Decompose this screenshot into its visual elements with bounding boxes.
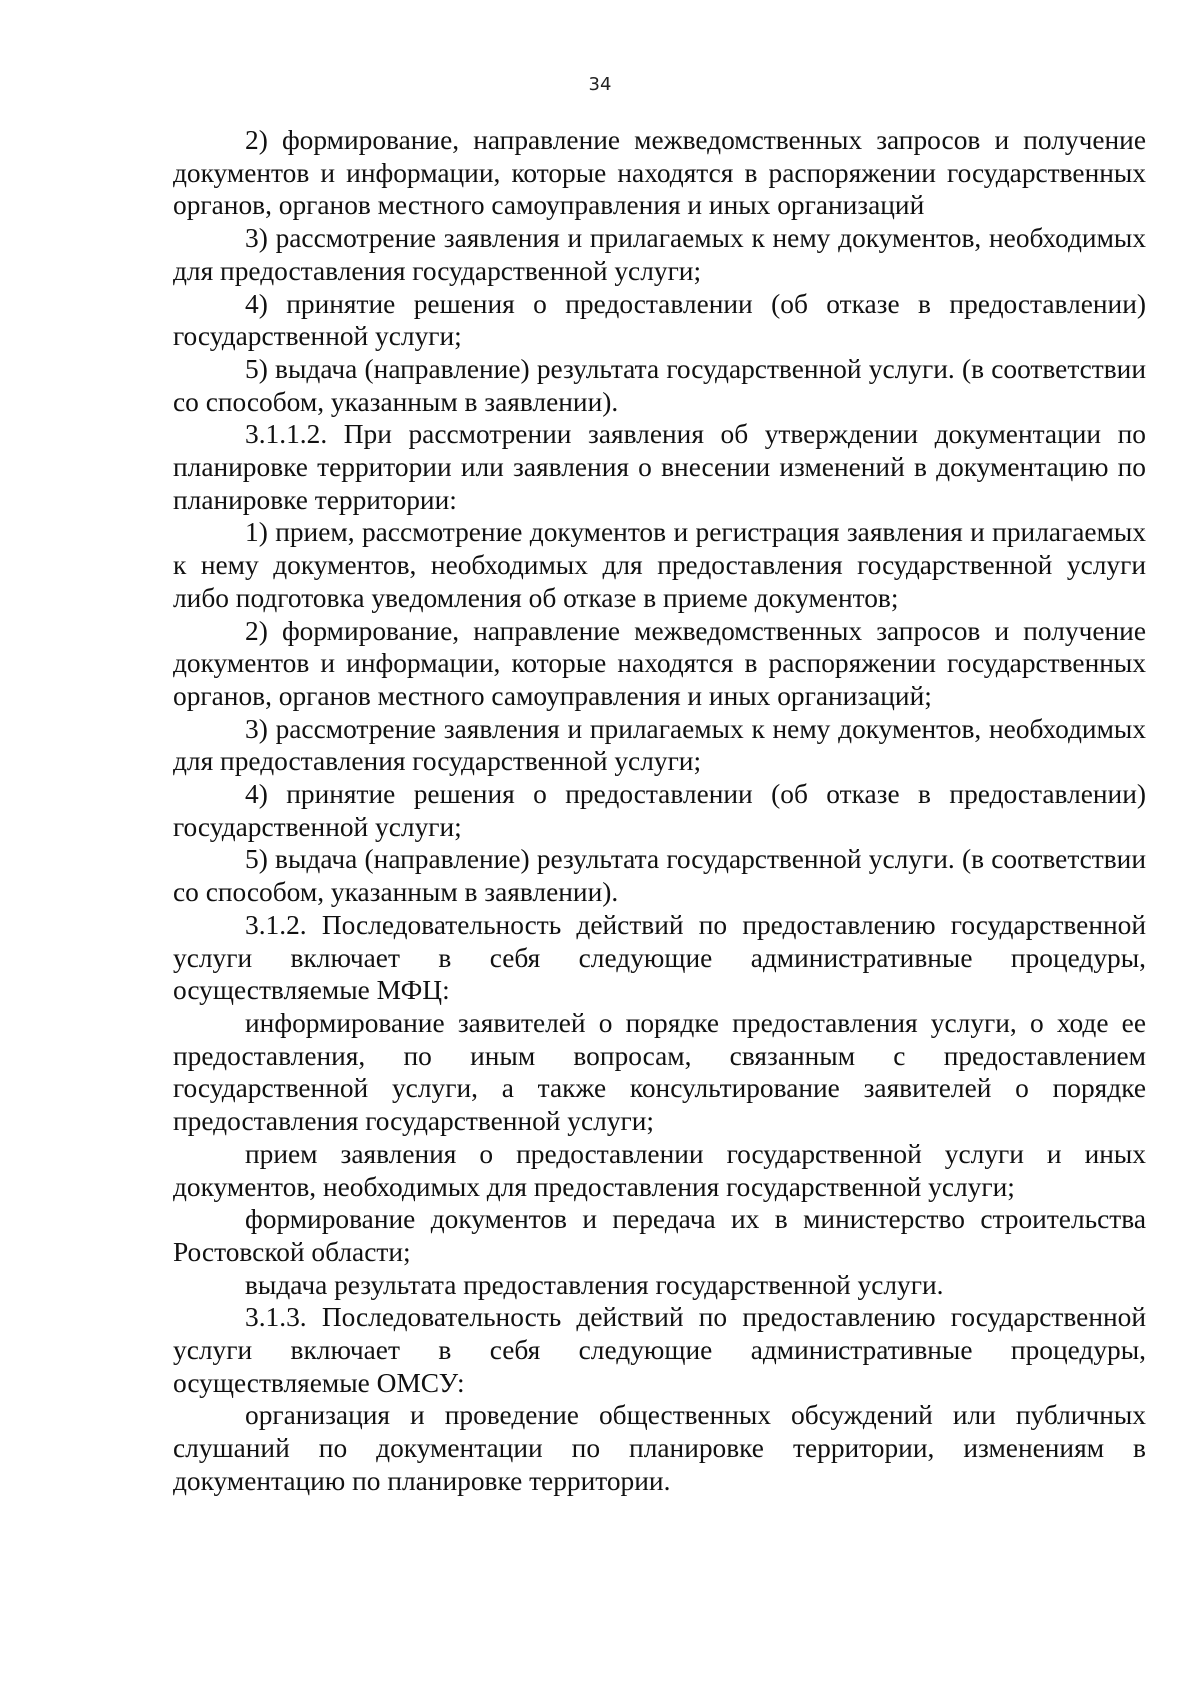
paragraph-section-3-1-2: 3.1.2. Последовательность действий по предоставлению государственной услуги включает в себя следующие административные процедуры, осуществляемые МФЦ: xyxy=(173,909,1146,1006)
page-number: 34 xyxy=(588,74,612,95)
paragraph-omsu-public-hearings: организация и проведение общественных обсуждений или публичных слушаний по документации по планировке территории, изменениям в документацию по планировке территории. xyxy=(173,1400,1146,1496)
paragraph-item-5-issuance: 5) выдача (направление) результата государственной услуги. (в соответствии со способом, указанным в заявлении). xyxy=(173,844,1146,908)
document-body xyxy=(173,124,1146,1498)
paragraph-mfc-issuance: выдача результата предоставления государственной услуги. xyxy=(245,1269,944,1300)
paragraph-item-4-decision: 4) принятие решения о предоставлении (об отказе в предоставлении) государственной услуги; xyxy=(173,779,1146,842)
paragraph-item-2-interagency-requests: 2) формирование, направление межведомственных запросов и получение документов и информации, которые находятся в распоряжении государственных органов, органов местного самоуправления и иных организаций xyxy=(173,125,1146,221)
paragraph-item-3-review-application: 3) рассмотрение заявления и прилагаемых к нему документов, необходимых для предоставления государственной услуги; xyxy=(173,713,1146,777)
paragraph-mfc-forming-documents: формирование документов и передача их в министерство строительства Ростовской области; xyxy=(173,1204,1146,1267)
paragraph-section-3-1-3: 3.1.3. Последовательность действий по предоставлению государственной услуги включает в себя следующие административные процедуры, осуществляемые ОМСУ: xyxy=(173,1302,1146,1398)
paragraph-section-3-1-1-2: 3.1.1.2. При рассмотрении заявления об утверждении документации по планировке территории или заявления о внесении изменений в документацию по планировке территории: xyxy=(173,419,1146,515)
paragraph-mfc-reception: прием заявления о предоставлении государственной услуги и иных документов, необходимых для предоставления государственной услуги; xyxy=(173,1138,1146,1202)
paragraph-item-4-decision: 4) принятие решения о предоставлении (об отказе в предоставлении) государственной услуги; xyxy=(173,288,1146,352)
paragraph-item-2-interagency-requests: 2) формирование, направление межведомственных запросов и получение документов и информации, которые находятся в распоряжении государственных органов, органов местного самоуправления и иных организаций; xyxy=(173,615,1146,711)
paragraph-item-5-issuance: 5) выдача (направление) результата государственной услуги. (в соответствии со способом, указанным в заявлении). xyxy=(173,353,1146,417)
paragraph-item-1-reception: 1) прием, рассмотрение документов и регистрация заявления и прилагаемых к нему документов, необходимых для предоставления государственной услуги либо подготовка уведомления об отказе в приеме документов; xyxy=(173,517,1146,613)
paragraph-mfc-informing: информирование заявителей о порядке предоставления услуги, о ходе ее предоставления, по иным вопросам, связанным с предоставлением государственной услуги, а также консультирование заявителей о порядке предоставления государственной услуги; xyxy=(173,1007,1146,1137)
paragraph-item-3-review-application: 3) рассмотрение заявления и прилагаемых к нему документов, необходимых для предоставления государственной услуги; xyxy=(173,223,1146,286)
